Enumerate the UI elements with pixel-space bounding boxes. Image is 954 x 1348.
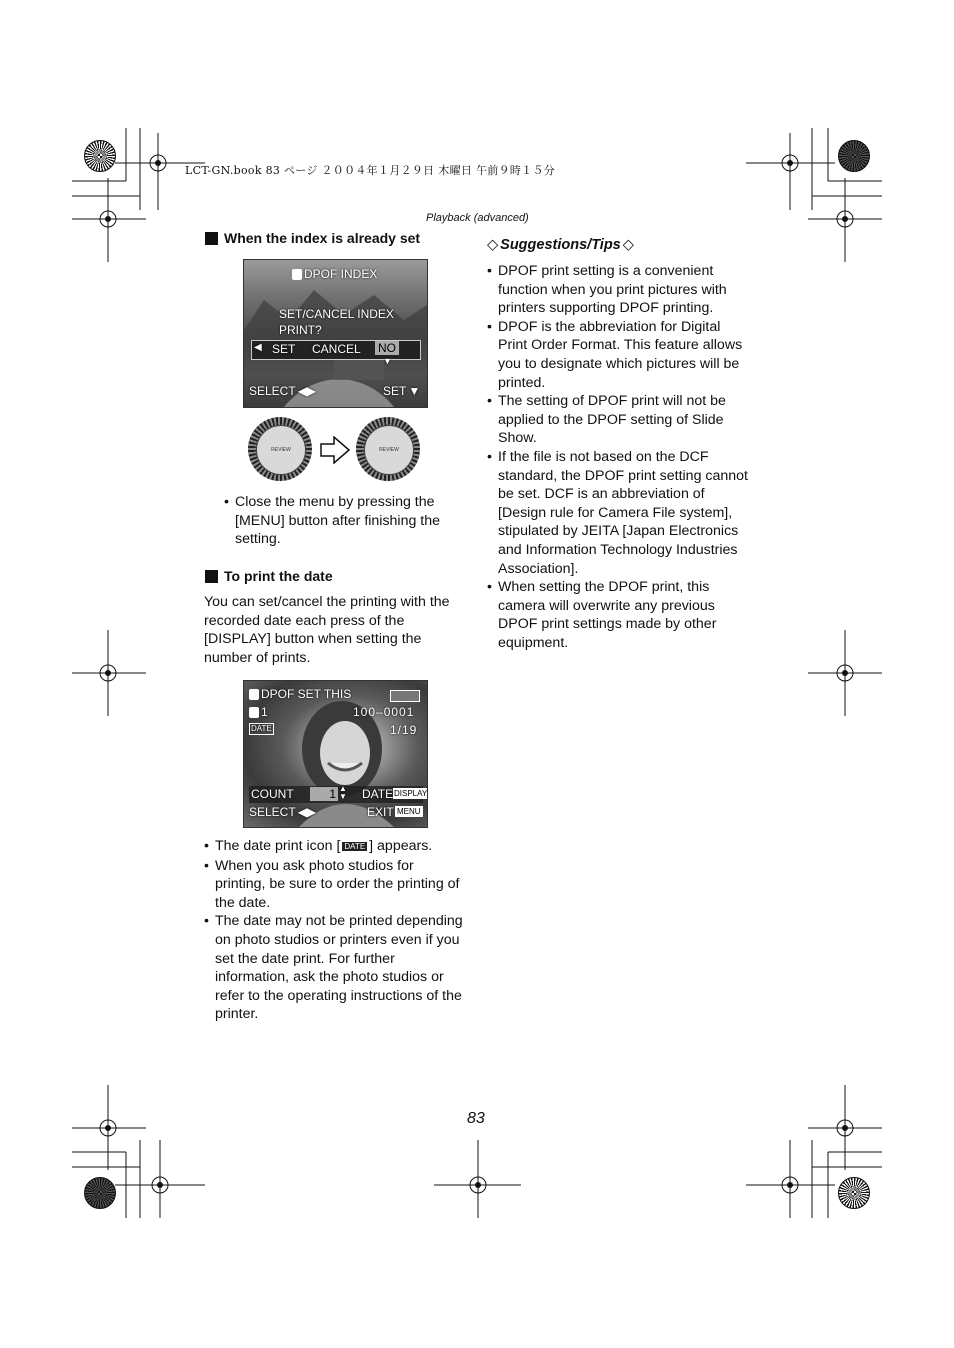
dial-review-label: REVIEW	[256, 425, 306, 475]
list-item: • Close the menu by pressing the [MENU] button after finishing the setting.	[224, 493, 464, 549]
control-dial-icon	[248, 417, 312, 481]
list-item: • DPOF is the abbreviation for Digital Print Order Format. This feature allows you to designate which pictures will be printed.	[487, 318, 749, 392]
section2-bullets	[204, 837, 468, 1024]
color-rosette-icon	[84, 1177, 116, 1209]
lcd-set-text: SET	[383, 384, 407, 398]
color-rosette-icon	[84, 140, 116, 172]
bullet-text: The date print icon [	[215, 838, 341, 854]
lcd-file-number: 100–0001	[353, 705, 415, 719]
date-badge-icon: DATE	[251, 724, 272, 733]
print-header: LCT-GN.book 83 ページ ２００４年１月２９日 木曜日 午前９時１５分	[185, 164, 556, 177]
list-item: • If the file is not based on the DCF standard, the DPOF print setting cannot be set. DCF is an abbreviation of [Design rule for Camera File system], stipulated by JEITA [Japan Electronics and Information Technology Industries Association].	[487, 448, 749, 578]
lcd-screen-dpof-index	[243, 259, 428, 408]
lcd-count-small	[249, 705, 268, 719]
page-number: 83	[467, 1110, 485, 1127]
lcd-option-no: NO	[375, 341, 399, 355]
color-rosette-icon	[838, 1177, 870, 1209]
lcd-title	[292, 267, 377, 281]
lcd-title	[249, 687, 351, 701]
square-bullet-icon	[205, 232, 218, 245]
lcd-prompt-line2: PRINT?	[279, 323, 322, 337]
lcd-frame-counter: 1/19	[390, 723, 418, 737]
running-head: Playback (advanced)	[426, 212, 529, 224]
lcd-date-label: DATE	[362, 787, 394, 801]
square-bullet-icon	[205, 570, 218, 583]
section1-bullets	[224, 493, 464, 549]
list-item: • When you ask photo studios for printing, be sure to order the printing of the date.	[204, 857, 468, 913]
list-item	[204, 837, 468, 857]
down-arrow-icon: ▼	[383, 356, 392, 366]
lcd-count-small-value: 1	[261, 705, 268, 719]
diamond-icon: ◇	[622, 237, 634, 253]
display-badge-icon: DISPLAY	[394, 789, 428, 798]
dpof-icon	[249, 707, 259, 718]
lcd-prompt-line1: SET/CANCEL INDEX	[279, 307, 394, 321]
lcd-exit-label: EXIT	[367, 805, 394, 819]
list-item: • DPOF print setting is a convenient function when you print pictures with printers supporting DPOF printing.	[487, 262, 749, 318]
left-arrow-icon: ◀	[254, 342, 262, 353]
tips-heading	[487, 237, 634, 253]
list-item: • The date may not be printed depending on photo studios or printers even if you set the date print. For further information, ask the photo studios or refer to the operating instructions of the printer.	[204, 912, 468, 1024]
list-item: • When setting the DPOF print, this camera will overwrite any previous DPOF print settings made by other equipment.	[487, 578, 749, 652]
color-rosette-icon	[838, 140, 870, 172]
lcd-select-text: SELECT	[249, 805, 296, 819]
section-heading	[205, 568, 333, 584]
lcd-title-text: DPOF INDEX	[304, 267, 378, 281]
up-down-arrows-icon: ▲ ▼	[339, 784, 347, 801]
control-dial-icon	[356, 417, 420, 481]
left-right-arrows-icon: ◀▶	[297, 805, 317, 819]
lcd-option-cancel: CANCEL	[312, 342, 361, 356]
lcd-count-label: COUNT	[251, 787, 294, 801]
lcd-title-text: DPOF SET THIS	[261, 687, 352, 701]
down-arrow-icon: ▼	[408, 384, 421, 398]
section-title: When the index is already set	[224, 230, 421, 246]
lcd-count-value: 1	[310, 787, 338, 801]
bullet-text: ] appears.	[369, 838, 433, 854]
dpof-icon	[249, 689, 259, 700]
lcd-select-text: SELECT	[249, 384, 296, 398]
section-title: To print the date	[224, 568, 333, 584]
lcd-set	[383, 384, 420, 398]
lcd-select	[249, 384, 316, 398]
lcd-option-set: SET	[272, 342, 296, 356]
lcd-screen-dpof-set	[243, 680, 428, 828]
menu-badge-icon: MENU	[397, 807, 421, 816]
dpof-icon	[292, 269, 302, 280]
tips-title: Suggestions/Tips	[500, 237, 621, 253]
right-arrow-icon	[320, 436, 350, 464]
date-badge-icon: DATE	[344, 842, 366, 851]
section-heading	[205, 230, 420, 246]
dial-review-label: REVIEW	[364, 425, 414, 475]
lcd-select	[249, 805, 316, 819]
diamond-icon: ◇	[487, 237, 499, 253]
battery-icon	[390, 690, 420, 702]
list-item: • The setting of DPOF print will not be applied to the DPOF setting of Slide Show.	[487, 392, 749, 448]
tips-bullets	[487, 262, 749, 652]
section2-paragraph: You can set/cancel the printing with the recorded date each press of the [DISPLAY] button when setting the number of prints.	[204, 594, 450, 666]
left-right-arrows-icon: ◀▶	[297, 384, 317, 398]
